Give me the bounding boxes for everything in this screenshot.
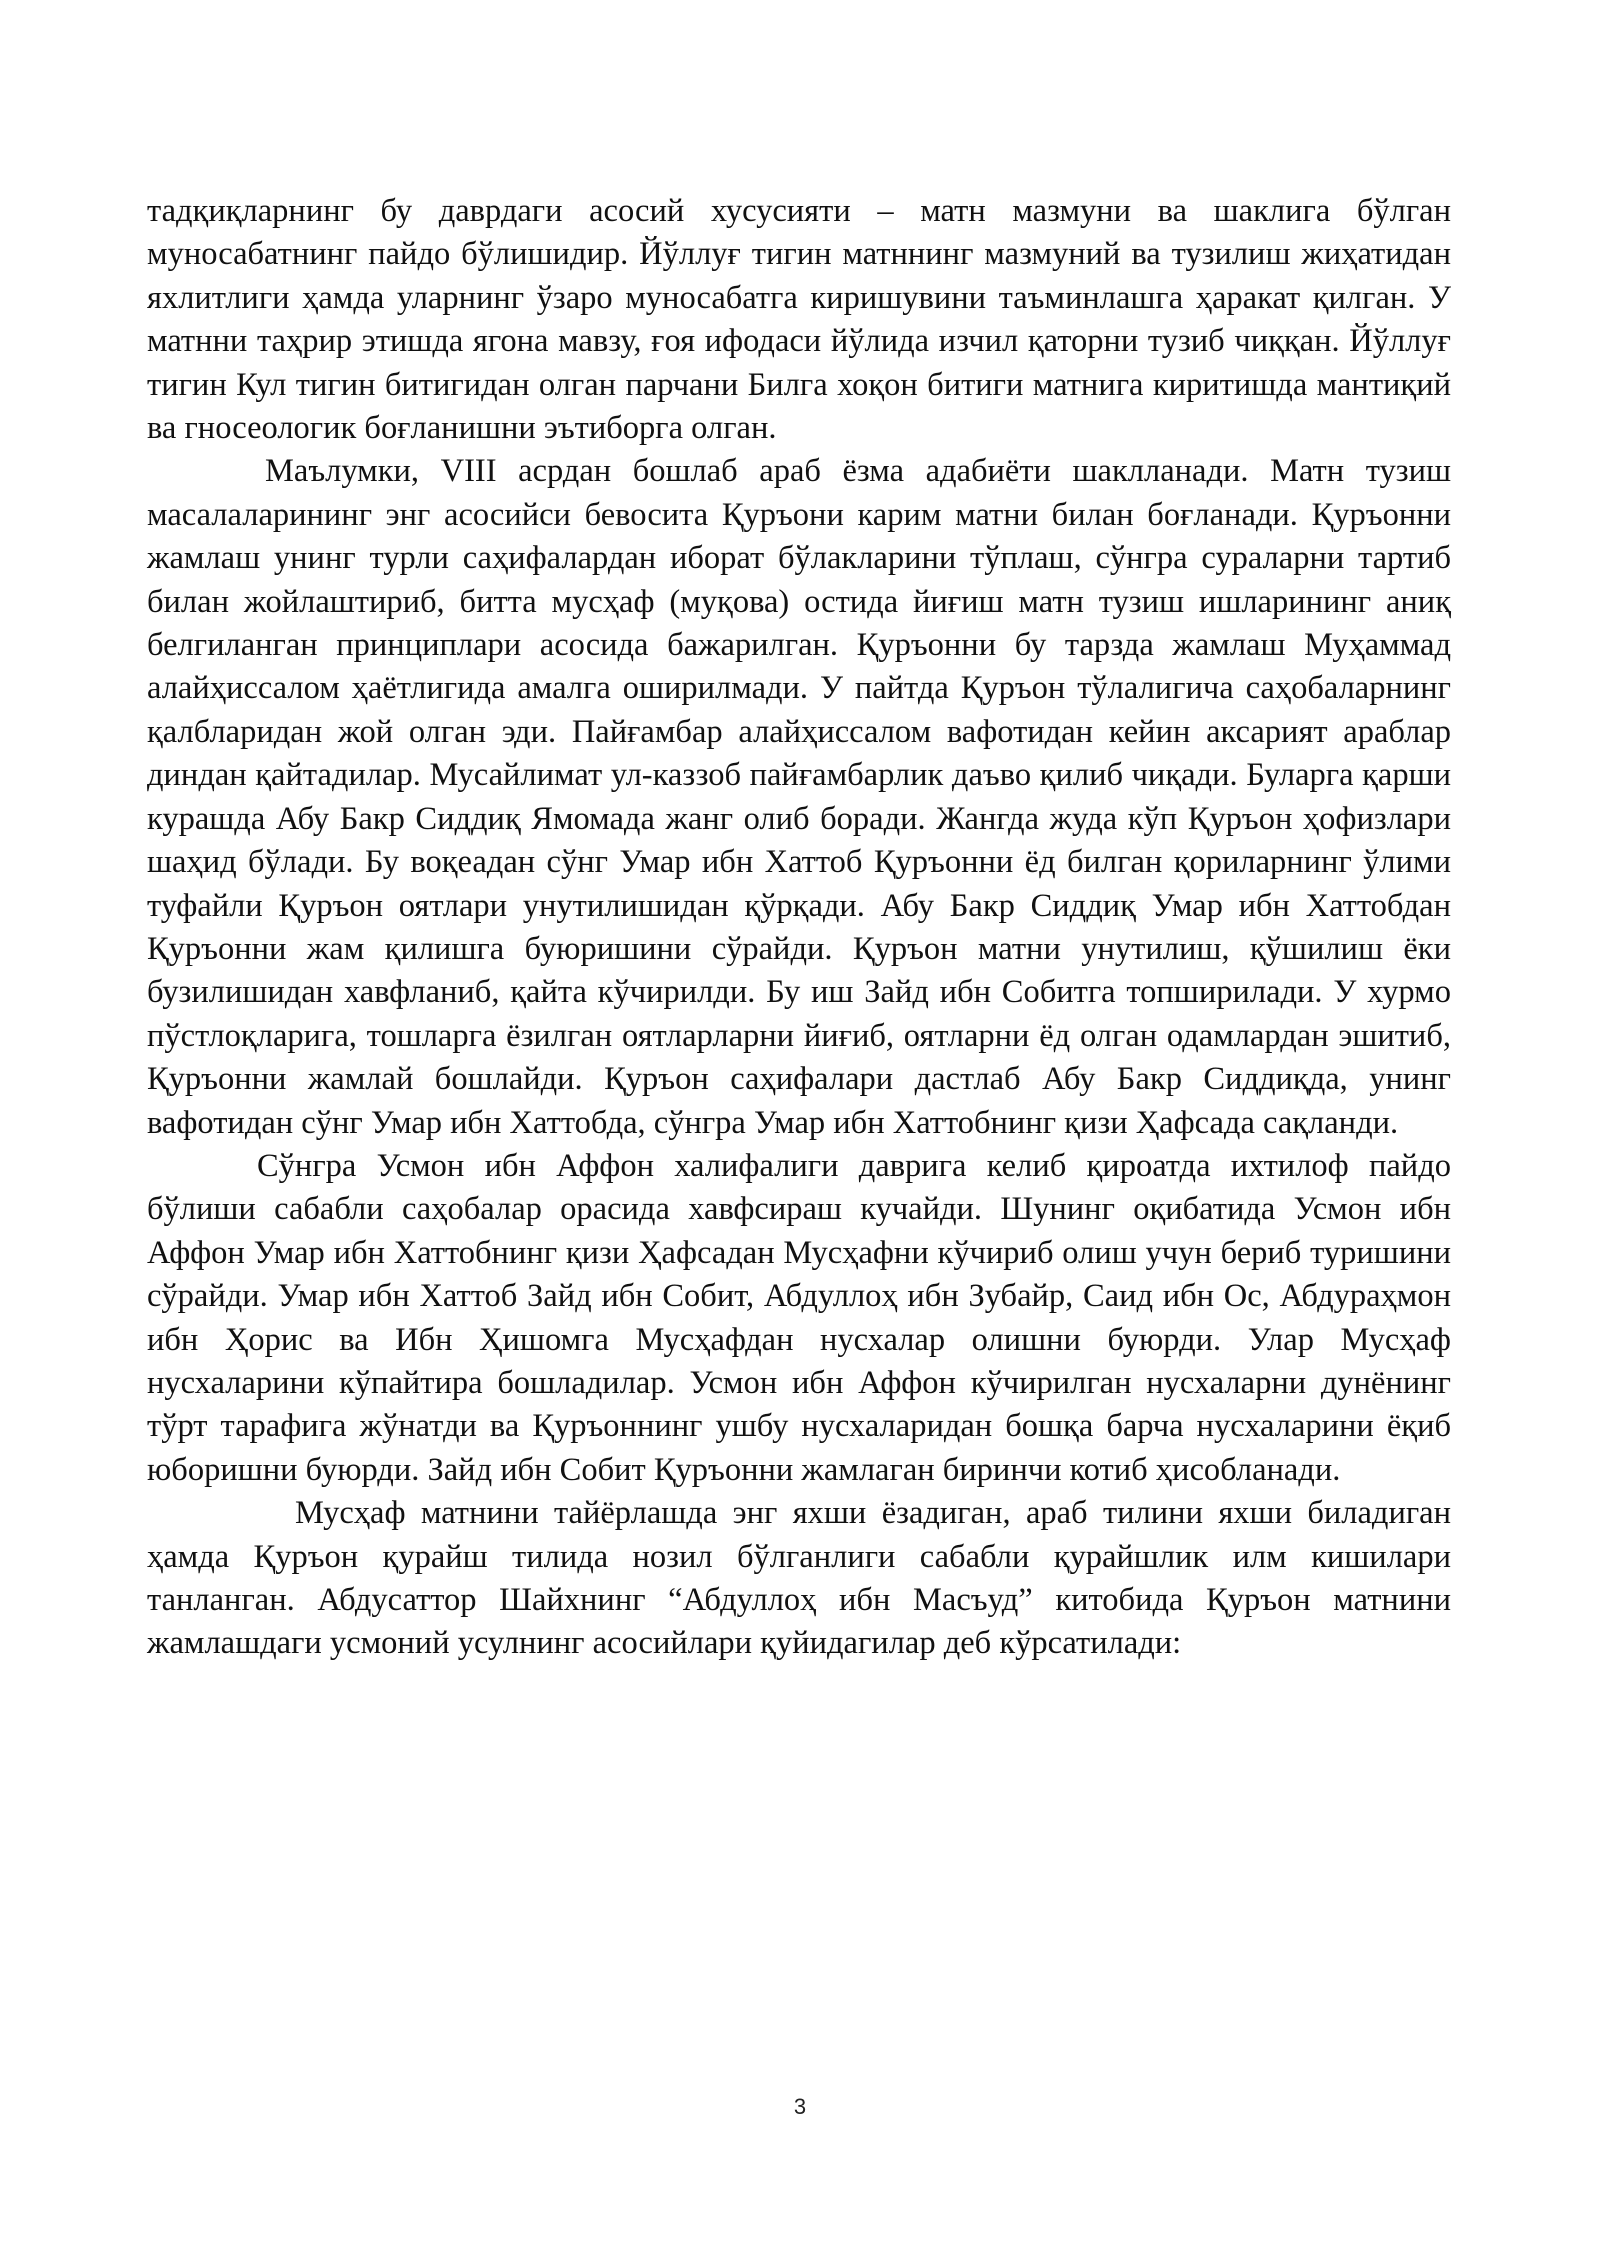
paragraph-2: Маълумки, VIII асрдан бошлаб араб ёзма адабиёти шаклланади. Матн тузиш масалаларининг энг асосийси бевосита Қуръони карим матни билан боғланади. Қуръонни жамлаш унинг турли саҳифалардан иборат бўлакларини тўплаш, сўнгра сураларни тартиб билан жойлаштириб, битта мусҳаф (муқова) остида йиғиш матн тузиш ишларининг аниқ белгиланган принциплари асосида бажарилган. Қуръонни бу тарзда жамлаш Муҳаммад алайҳиссалом ҳаётлигида амалга оширилмади. У пайтда Қуръон тўлалигича саҳобаларнинг қалбларидан жой олган эди. Пайғамбар алайҳиссалом вафотидан кейин аксарият араблар диндан қайтадилар. Мусайлимат ул-каззоб пайғамбарлик даъво қилиб чиқади. Буларга қарши курашда Абу Бакр Сиддиқ Ямомада жанг олиб боради. Жангда жуда кўп Қуръон ҳофизлари шаҳид бўлади. Бу воқеадан сўнг Умар ибн Хаттоб Қуръонни ёд билган қориларнинг ўлими туфайли Қуръон оятлари унутилишидан қўрқади. Абу Бакр Сиддиқ Умар ибн Хаттобдан Қуръонни жам қилишга буюришини сўрайди. Қуръон матни унутилиш, қўшилиш ёки бузилишидан хавфланиб, қайта кўчирилди. Бу иш Зайд ибн Собитга топширилади. У хурмо пўстлоқларига, тошларга ёзилган оятларларни йиғиб, оятларни ёд олган одамлардан эшитиб, Қуръонни жамлай бошлайди. Қуръон саҳифалари дастлаб Абу Бакр Сиддиқда, унинг вафотидан сўнг Умар ибн Хаттобда, сўнгра Умар ибн Хаттобнинг қизи Ҳафсада сақланди. bbox=[147, 453, 1451, 1141]
paragraph-4: Мусҳаф матнини тайёрлашда энг яхши ёзадиган, араб тилини яхши биладиган ҳамда Қуръон қурайш тилида нозил бўлганлиги сабабли қурайшлик илм кишилари танланган. Абдусаттор Шайхнинг “Абдуллоҳ ибн Масъуд” китобида Қуръон матнини жамлашдаги усмоний усулнинг асосийлари қуйидагилар деб кўрсатилади: bbox=[147, 1495, 1451, 1662]
body-text bbox=[147, 190, 1451, 1666]
paragraph-1: тадқиқларнинг бу даврдаги асосий хусусияти – матн мазмуни ва шаклига бўлган муносабатнинг пайдо бўлишидир. Йўллуғ тигин матннинг мазмуний ва тузилиш жиҳатидан яхлитлиги ҳамда уларнинг ўзаро муносабатга киришувини таъминлашга ҳаракат қилган. У матнни таҳрир этишда ягона мавзу, ғоя ифодаси йўлида изчил қаторни тузиб чиққан. Йўллуғ тигин Кул тигин битигидан олган парчани Билга хоқон битиги матнига киритишда мантиқий ва гносеологик боғланишни эътиборга олган. bbox=[147, 193, 1451, 447]
page-number: 3 bbox=[793, 2094, 807, 2119]
paragraph-3: Сўнгра Усмон ибн Аффон халифалиги даврига келиб қироатда ихтилоф пайдо бўлиши сабабли саҳобалар орасида хавфсираш кучайди. Шунинг оқибатида Усмон ибн Аффон Умар ибн Хаттобнинг қизи Ҳафсадан Мусҳафни кўчириб олиш учун бериб туришини сўрайди. Умар ибн Хаттоб Зайд ибн Собит, Абдуллоҳ ибн Зубайр, Саид ибн Ос, Абдураҳмон ибн Ҳорис ва Ибн Ҳишомга Мусҳафдан нусхалар олишни буюрди. Улар Мусҳаф нусхаларини кўпайтира бошладилар. Усмон ибн Аффон кўчирилган нусхаларни дунёнинг тўрт тарафига жўнатди ва Қуръоннинг ушбу нусхаларидан бошқа барча нусхаларини ёқиб юборишни буюрди. Зайд ибн Собит Қуръонни жамлаган биринчи котиб ҳисобланади. bbox=[147, 1147, 1451, 1488]
